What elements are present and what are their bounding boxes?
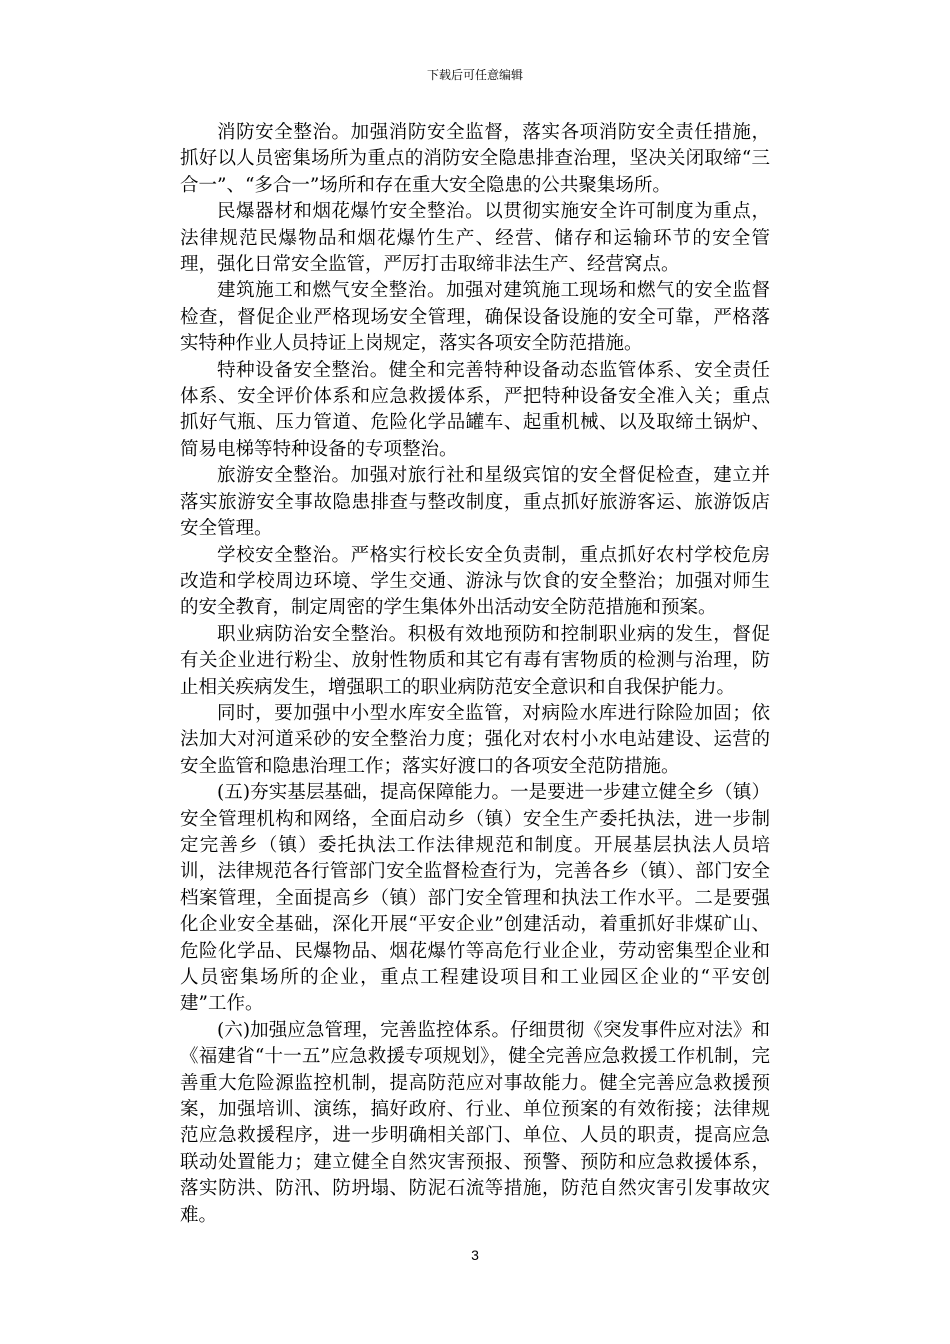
paragraph-fire-safety: 消防安全整治。加强消防安全监督，落实各项消防安全责任措施，抓好以人员密集场所为重点的消防安全隐患排查治理，坚决关闭取缔“三合一”、“多合一”场所和存在重大安全隐患的公共聚集场所。: [180, 122, 770, 196]
paragraph-occupational-disease: 职业病防治安全整治。积极有效地预防和控制职业病的发生，督促有关企业进行粉尘、放射性物质和其它有毒有害物质的检测与治理，防止相关疾病发生，增强职工的职业病防范安全意识和自我保护能力。: [180, 623, 770, 698]
document-body: [180, 120, 770, 1229]
paragraph-tourism: 旅游安全整治。加强对旅行社和星级宾馆的安全督促检查，建立并落实旅游安全事故隐患排查与整改制度，重点抓好旅游客运、旅游饭店安全管理。: [180, 465, 770, 540]
page-header: 下载后可任意编辑: [426, 68, 523, 82]
page-number: 3: [471, 1247, 479, 1263]
paragraph-construction-gas: 建筑施工和燃气安全整治。加强对建筑施工现场和燃气的安全监督检查，督促企业严格现场安全管理，确保设备设施的安全可靠，严格落实特种作业人员持证上岗规定，落实各项安全防范措施。: [180, 280, 770, 355]
paragraph-section-six: (六)加强应急管理，完善监控体系。仔细贯彻《突发事件应对法》和《福建省“十一五”应急救援专项规划》，健全完善应急救援工作机制，完善重大危险源监控机制，提高防范应对事故能力。健全完善应急救援预案，加强培训、演练，搞好政府、行业、单位预案的有效衔接；法律规范应急救援程序，进一步明确相关部门、单位、人员的职责，提高应急联动处置能力；建立健全自然灾害预报、预警、预防和应急救援体系，落实防洪、防汛、防坍塌、防泥石流等措施，防范自然灾害引发事故灾难。: [180, 1019, 770, 1226]
paragraph-reservoir-river: 同时，要加强中小型水库安全监管，对病险水库进行除险加固；依法加大对河道采砂的安全整治力度；强化对农村小水电站建设、运营的安全监管和隐患治理工作；落实好渡口的各项安全范防措施。: [180, 702, 770, 777]
paragraph-section-five: (五)夯实基层基础，提高保障能力。一是要进一步建立健全乡（镇）安全管理机构和网络，全面启动乡（镇）安全生产委托执法，进一步制定完善乡（镇）委托执法工作法律规范和制度。开展基层执法人员培训，法律规范各行管部门安全监督检查行为，完善各乡（镇）、部门安全档案管理，全面提高乡（镇）部门安全管理和执法工作水平。二是要强化企业安全基础，深化开展“平安企业”创建活动，着重抓好非煤矿山、危险化学品、民爆物品、烟花爆竹等高危行业企业，劳动密集型企业和人员密集场所的企业，重点工程建设项目和工业园区企业的“平安创建”工作。: [180, 782, 770, 1015]
paragraph-special-equipment: 特种设备安全整治。健全和完善特种设备动态监管体系、安全责任体系、安全评价体系和应急救援体系，严把特种设备安全准入关；重点抓好气瓶、压力管道、危险化学品罐车、起重机械、以及取缔土锅炉、简易电梯等特种设备的专项整治。: [180, 359, 770, 460]
paragraph-explosives-fireworks: 民爆器材和烟花爆竹安全整治。以贯彻实施安全许可制度为重点，法律规范民爆物品和烟花爆竹生产、经营、储存和运输环节的安全管理，强化日常安全监管，严厉打击取缔非法生产、经营窝点。: [180, 201, 770, 276]
paragraph-school: 学校安全整治。严格实行校长安全负责制，重点抓好农村学校危房改造和学校周边环境、学生交通、游泳与饮食的安全整治；加强对师生的安全教育，制定周密的学生集体外出活动安全防范措施和预案。: [180, 544, 770, 619]
